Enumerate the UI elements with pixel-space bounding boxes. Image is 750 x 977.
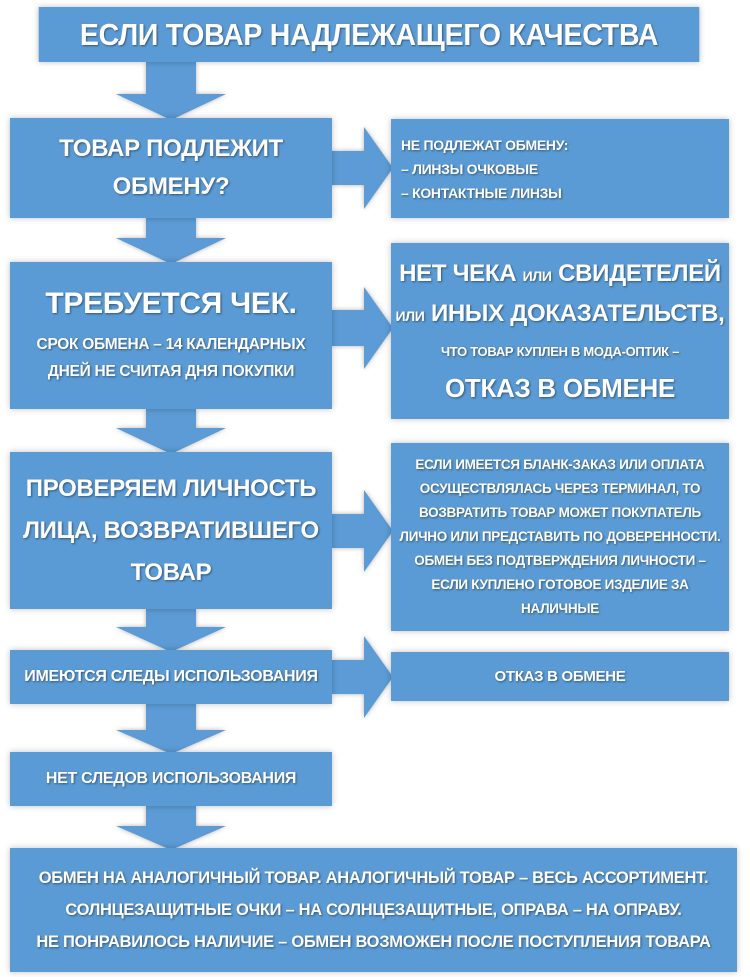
result-line: СОЛНЦЕЗАЩИТНЫЕ ОЧКИ – НА СОЛНЦЕЗАЩИТНЫЕ, ОПРАВА – НА ОПРАВУ. [65, 901, 682, 919]
step-identity-line2: ЛИЦА, ВОЗВРАТИВШЕГО [23, 516, 319, 544]
arrow-down-1 [116, 62, 226, 120]
not-exchangeable-item: – ЛИНЗЫ ОЧКОВЫЕ [401, 160, 538, 177]
identity-note-line: ЕСЛИ КУПЛЕНО ГОТОВОЕ ИЗДЕЛИЕ ЗА [431, 577, 689, 592]
refusal-box [391, 652, 729, 701]
step-receipt-box [10, 262, 332, 409]
arrow-down-6 [116, 806, 226, 850]
identity-note-box [391, 443, 729, 631]
step-receipt-main: ТРЕБУЕТСЯ ЧЕК. [45, 286, 297, 320]
step-exchange-line2: ОБМЕНУ? [112, 173, 230, 200]
no-receipt-line4: ОТКАЗ В ОБМЕНЕ [444, 373, 676, 403]
step-receipt-sub2: ДНЕЙ НЕ СЧИТАЯ ДНЯ ПОКУПКИ [47, 362, 295, 380]
title: ЕСЛИ ТОВАР НАДЛЕЖАЩЕГО КАЧЕСТВА [79, 16, 659, 52]
no-receipt-w5: ИНЫХ ДОКАЗАТЕЛЬСТВ, [430, 300, 725, 327]
arrow-down-4 [116, 609, 226, 652]
arrow-right-2 [332, 287, 393, 369]
not-exchangeable-heading: НЕ ПОДЛЕЖАТ ОБМЕНУ: [401, 136, 569, 153]
step-identity-line3: ТОВАР [130, 558, 212, 586]
no-receipt-w4: ИЛИ [395, 308, 425, 324]
step-used-box [10, 650, 332, 704]
arrow-down-3 [116, 409, 226, 454]
arrow-right-3 [332, 490, 393, 572]
result-line: НЕ ПОНРАВИЛОСЬ НАЛИЧИЕ – ОБМЕН ВОЗМОЖЕН ПОСЛЕ ПОСТУПЛЕНИЯ ТОВАРА [36, 933, 711, 951]
step-not-used-label: НЕТ СЛЕДОВ ИСПОЛЬЗОВАНИЯ [45, 770, 297, 787]
step-exchange-line1: ТОВАР ПОДЛЕЖИТ [59, 135, 283, 162]
identity-note-line: НАЛИЧНЫЕ [521, 601, 599, 616]
identity-note-line: ВОЗВРАТИТЬ ТОВАР МОЖЕТ ПОКУПАТЕЛЬ [419, 505, 701, 520]
refusal-label: ОТКАЗ В ОБМЕНЕ [494, 668, 626, 685]
title-box [39, 7, 700, 62]
not-exchangeable-box [391, 119, 729, 218]
arrow-down-5 [116, 704, 226, 754]
result-line: ОБМЕН НА АНАЛОГИЧНЫЙ ТОВАР. АНАЛОГИЧНЫЙ ТОВАР – ВЕСЬ АССОРТИМЕНТ. [38, 869, 709, 887]
no-receipt-box [391, 243, 729, 419]
no-receipt-w3: СВИДЕТЕЛЕЙ [558, 260, 721, 287]
no-receipt-line1 [399, 255, 721, 295]
step-exchange-box [10, 118, 332, 218]
no-receipt-line3: ЧТО ТОВАР КУПЛЕН В МОДА-ОПТИК – [440, 344, 680, 359]
no-receipt-line2 [396, 295, 725, 335]
identity-note-line: ЛИЧНО ИЛИ ПРЕДСТАВИТЬ ПО ДОВЕРЕННОСТИ. [399, 529, 721, 544]
no-receipt-w2: ИЛИ [522, 268, 552, 284]
arrow-right-1 [332, 127, 393, 209]
step-not-used-box [10, 752, 332, 806]
step-identity-line1: ПРОВЕРЯЕМ ЛИЧНОСТЬ [25, 474, 317, 502]
identity-note-line: ЕСЛИ ИМЕЕТСЯ БЛАНК-ЗАКАЗ ИЛИ ОПЛАТА [415, 457, 705, 472]
step-receipt-sub1: СРОК ОБМЕНА – 14 КАЛЕНДАРНЫХ [36, 335, 306, 353]
result-box [10, 848, 737, 972]
step-used-label: ИМЕЮТСЯ СЛЕДЫ ИСПОЛЬЗОВАНИЯ [24, 668, 318, 685]
identity-note-line: ОБМЕН БЕЗ ПОДТВЕРЖДЕНИЯ ЛИЧНОСТИ – [414, 553, 706, 568]
no-receipt-w1: НЕТ ЧЕКА [399, 260, 517, 287]
arrow-right-4 [332, 636, 393, 718]
identity-note-line: ОСУЩЕСТВЛЯЛАСЬ ЧЕРЕЗ ТЕРМИНАЛ, ТО [419, 481, 701, 496]
arrow-down-2 [116, 218, 226, 264]
not-exchangeable-item: – КОНТАКТНЫЕ ЛИНЗЫ [401, 184, 562, 201]
step-identity-box [10, 452, 332, 609]
